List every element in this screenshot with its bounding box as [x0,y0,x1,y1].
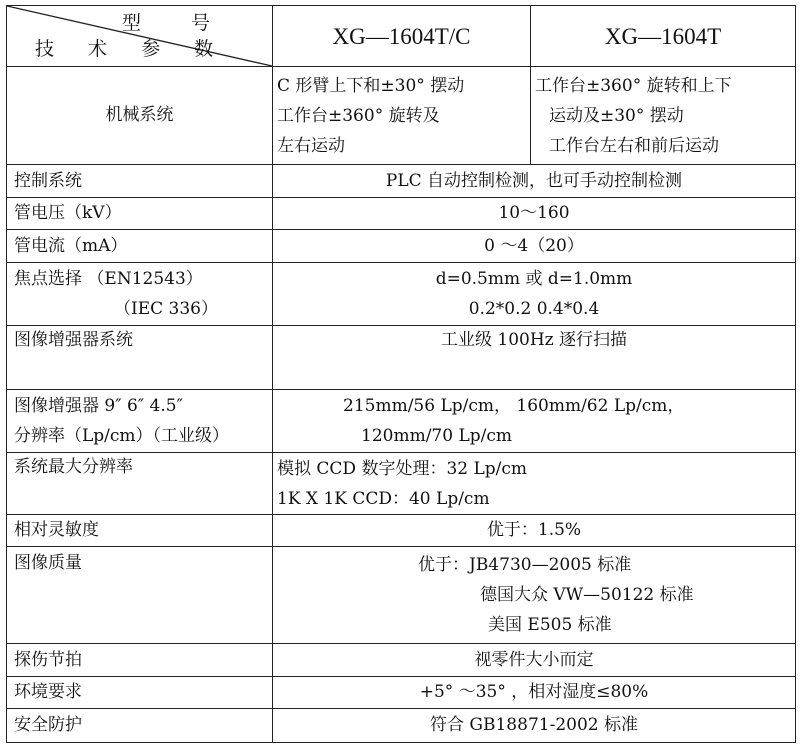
param-label: 技 术 参 数 [35,38,228,60]
tube-current-label: 管电流（mA） [7,230,273,263]
focus-value-line2: 0.2*0.2 0.4*0.4 [468,299,600,319]
sensitivity-label: 相对灵敏度 [7,515,273,547]
row-environment [7,677,796,709]
model-col2: XG—1604T [531,6,796,67]
control-label: 控制系统 [7,165,273,198]
header-diagonal-cell [7,6,273,67]
image-quality-value [273,547,796,644]
safety-value: 符合 GB18871-2002 标准 [273,709,796,743]
mechanical-label: 机械系统 [7,67,273,165]
tube-voltage-label: 管电压（kV） [7,198,273,230]
mechanical-col1 [273,67,531,165]
row-image-quality [7,547,796,644]
resolution-label-line1: 图像增强器 9″ 6″ 4.5″ [14,396,183,416]
model-label: 型 号 [121,12,232,34]
spec-table [6,5,796,743]
row-control [7,165,796,198]
header-row [7,6,796,67]
row-mechanical [7,67,796,165]
safety-label: 安全防护 [7,709,273,743]
resolution-label [7,390,273,453]
environment-label: 环境要求 [7,677,273,709]
resolution-value-line2: 120mm/70 Lp/cm [361,426,512,446]
model-col1: XG—1604T/C [273,6,531,67]
max-resolution-value-line2: 1K X 1K CCD：40 Lp/cm [277,488,490,509]
max-resolution-label: 系统最大分辨率 [7,453,273,515]
row-tube-current [7,230,796,263]
row-tube-voltage [7,198,796,230]
resolution-value-line1: 215mm/56 Lp/cm， 160mm/62 Lp/cm， [343,396,685,416]
image-quality-line1: 优于：JB4730—2005 标准 [418,555,632,575]
mechanical-col2-line3: 工作台左右和前后运动 [549,135,719,156]
row-focus [7,263,796,326]
tube-current-value: 0 ～4（20） [273,230,796,263]
mechanical-col1-line1: C 形臂上下和±30° 摆动 [277,75,465,96]
control-value: PLC 自动控制检测，也可手动控制检测 [273,165,796,198]
resolution-label-line2: 分辨率（Lp/cm）（工业级） [14,426,230,446]
inspection-rate-label: 探伤节拍 [7,644,273,677]
mechanical-col1-line3: 左右运动 [277,135,345,156]
row-max-resolution [7,453,796,515]
row-sensitivity [7,515,796,547]
intensifier-value: 工业级 100Hz 逐行扫描 [273,326,796,390]
environment-value: +5° ～35° ，相对湿度≤80% [273,677,796,709]
resolution-value [273,390,796,453]
sensitivity-value: 优于：1.5% [273,515,796,547]
inspection-rate-value: 视零件大小而定 [273,644,796,677]
mechanical-col2 [531,67,796,165]
mechanical-col2-line1: 工作台±360° 旋转和上下 [535,75,732,96]
row-intensifier [7,326,796,390]
row-inspection-rate [7,644,796,677]
focus-label [7,263,273,326]
image-quality-line2: 德国大众 VW—50122 标准 [480,585,694,605]
row-safety [7,709,796,743]
mechanical-col2-line2: 运动及±30° 摆动 [549,105,684,126]
max-resolution-value-line1: 模拟 CCD 数字处理：32 Lp/cm [277,458,528,479]
focus-label-line2: （IEC 336） [114,299,218,319]
image-quality-line3: 美国 E505 标准 [488,615,612,635]
focus-label-line1: 焦点选择 （EN12543） [14,269,203,289]
max-resolution-value [273,453,796,515]
mechanical-col1-line2: 工作台±360° 旋转及 [277,105,440,126]
focus-value-line1: d=0.5mm 或 d=1.0mm [435,269,633,289]
row-resolution [7,390,796,453]
intensifier-label: 图像增强器系统 [7,326,273,390]
focus-value [273,263,796,326]
image-quality-label: 图像质量 [7,547,273,644]
tube-voltage-value: 10～160 [273,198,796,230]
